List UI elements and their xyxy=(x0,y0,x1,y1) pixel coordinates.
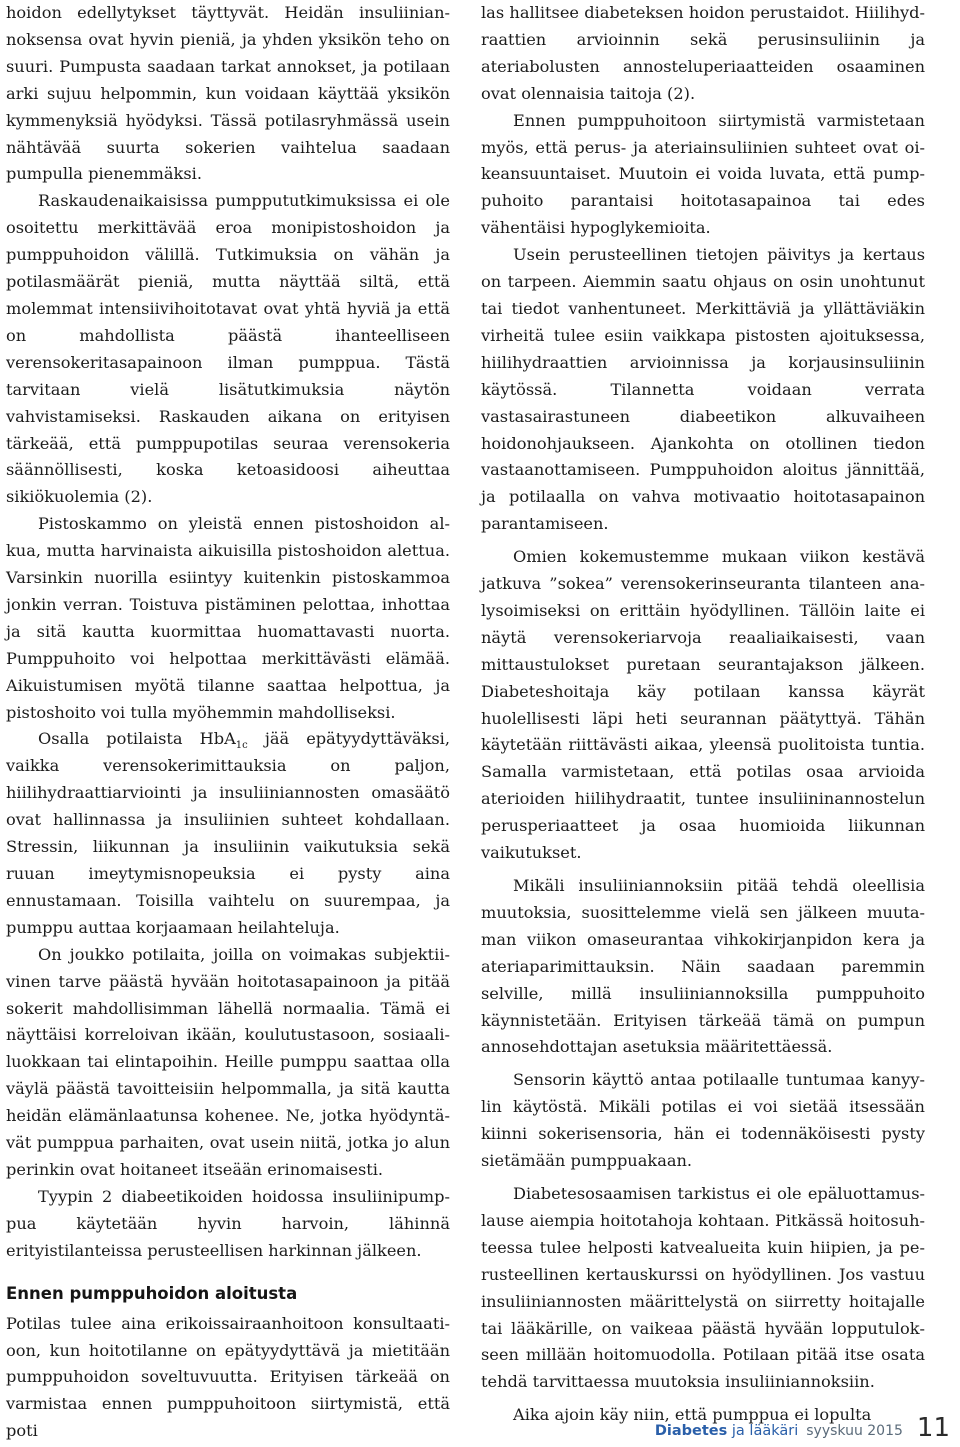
issue-date: syyskuu 2015 xyxy=(806,1423,903,1439)
paragraph-text: jää epätyydyttäväksi, vaikka verensokerimittauksia on paljon, hiilihydraattiarviointi ja insuliiniannosten omasäätö ovat hallinnassa ja insuliinien suhteet kohdallaan. Stressin, liikunnan ja insuliinin vaikutuksia sekä ruuan imeytymisnopeuksia ei pysty aina ennustamaan. Toisilla vaihtelu on suurempaa, ja pumppu auttaa korjaamaan heilahteluja. xyxy=(6,729,451,937)
journal-logo xyxy=(655,1421,798,1441)
page-number: 11 xyxy=(916,1413,950,1443)
page-footer xyxy=(655,1415,950,1441)
paragraph-hba1c xyxy=(6,726,450,941)
journal-logo-laakari: ja lääkäri xyxy=(727,1423,799,1439)
paragraph: Usein perusteellinen tietojen päivitys ja kertaus on tarpeen. Aiemmin saatu ohjaus on osin unohtunut tai tiedot vanhentuneet. Merkittäviä ja yllättäviäkin virheitä tulee esiin vaikkapa pistosten ajoituksessa, hiilihydraattien arvioinnissa ja korjausinsuliinin käytössä. Tilannetta voidaan verrata vastasairastuneen diabeetikon alkuvaiheen hoidonohjaukseen. Ajankohta on otollinen tiedon vastaanottamiseen. Pumppuhoidon aloitus jännittää, ja potilaalla on vahva motivaatio hoitotasapainon parantamiseen. xyxy=(481,245,925,534)
paragraph-text: Osalla potilaista HbA xyxy=(38,729,236,749)
section-heading: Ennen pumppuhoidon aloitusta xyxy=(6,1283,298,1303)
paragraph: Mikäli insuliiniannoksiin pitää tehdä oleellisia muutoksia, suosittelemme vielä sen jälkeen muutaman viikon omaseurantaa vihkokirjanpidon kera ja ateriaparimittauksin. Näin saadaan paremmin selville, millä insuliiniannoksilla pumppuhoito käynnistetään. Erityisen tärkeää tämä on pumpun annosehdottajan asetuksia määritettäessä. xyxy=(481,876,925,1057)
paragraph: Tyypin 2 diabeetikoiden hoidossa insuliinipumppua käytetään hyvin harvoin, lähinnä erityistilanteissa perusteellisen harkinnan jälkeen. xyxy=(6,1186,450,1260)
paragraph: Omien kokemustemme mukaan viikon kestävä jatkuva ”sokea” verensokerinseuranta tilanteen analysoimiseksi on erittäin hyödyllinen. Tällöin laite ei näytä verensokeriarvoja reaaliaikaisesti, vaan mittaustulokset puretaan seurantajakson jälkeen. Diabeteshoitaja käy potilaan kanssa käyrät huolellisesti läpi heti seurannan päätyttyä. Tähän käytetään riittävästi aikaa, yleensä puolitoista tuntia. Samalla varmistetaan, että potilas osaa arvioida aterioiden hiilihydraatit, tuntee insuliininannostelun perusperiaatteet ja osaa huomioida liikunnan vaikutukset. xyxy=(481,547,925,863)
paragraph: Raskaudenaikaisissa pumppututkimuksissa ei ole osoitettu merkittävää eroa monipistoshoidon ja pumppuhoidon välillä. Tutkimuksia on vähän ja potilasmäärät pieniä, mutta näyttää siltä, että molemmat intensiivihoitotavat ovat yhtä hyviä ja että on mahdollista päästä ihanteelliseen verensokeritasapainoon ilman pumppua. Tästä tarvitaan vielä lisätutkimuksia näytön vahvistamiseksi. Raskauden aikana on erityisen tärkeää, että pumppupotilas seuraa verensokeria säännöllisesti, koska ketoasidoosi aiheuttaa sikiökuolemia (2). xyxy=(6,191,450,507)
hba1c-subscript: 1c xyxy=(235,740,248,752)
paragraph: Ennen pumppuhoitoon siirtymistä varmistetaan myös, että perus- ja ateriainsuliinien suhteet ovat oikeansuuntaiset. Muutoin ei voida luvata, että pumppuhoito parantaisi hoitotasapainoa tai edes vähentäisi hypoglykemioita. xyxy=(481,110,925,238)
paragraph: hoidon edellytykset täyttyvät. Heidän insuliiniannoksensa ovat hyvin pieniä, ja yhden yksikön teho on suuri. Pumpusta saadaan tarkat annokset, ja potilaan arki sujuu helpommin, kun voidaan käyttää yksikön kymmenyksiä hyödyksi. Tässä potilasryhmässä usein nähtävää suurta sokerien vaihtelua saadaan pumpulla pienemmäksi. xyxy=(6,3,450,184)
paragraph: On joukko potilaita, joilla on voimakas subjektiivinen tarve päästä hyvään hoitotasapainoon ja pitää sokerit mahdollisimman lähellä normaalia. Tämä ei näyttäisi korreloivan ikään, koulutustasoon, sosiaaliluokkaan tai elintapoihin. Heille pumppu saattaa olla väylä päästä tavoitteisiin helpommalla, ja sitä kautta heidän elämänlaatunsa kohenee. Ne, jotka hyödyntävät pumppua parhaiten, ovat usein niitä, jotka jo alun perinkin ovat hoitaneet itseään erinomaisesti. xyxy=(6,944,450,1179)
paragraph: Diabetesosaamisen tarkistus ei ole epäluottamuslause aiempia hoitotahoja kohtaan. Pitkässä hoitosuhteessa tulee helposti katvealueita kuin hiipien, ja perusteellinen kertauskurssi on hyödyllinen. Jos vastuu insuliiniannosten määrittelystä on siirretty hoitajalle tai lääkärille, on vaikeaa päästä hyvään lopputulokseen millään hoitomuodolla. Potilaan pitää itse osata tehdä tarvittaessa muutoksia insuliiniannoksiin. xyxy=(481,1183,925,1392)
paragraph: Sensorin käyttö antaa potilaalle tuntumaa kanyylin käytöstä. Mikäli potilas ei voi sietää itsessään kiinni sokerisensoria, hän ei todennäköisesti pysty sietämään pumppuakaan. xyxy=(481,1070,925,1171)
left-column xyxy=(6,0,450,1445)
paragraph: las hallitsee diabeteksen hoidon perustaidot. Hiilihydraattien arvioinnin sekä perusinsuliinin ja ateriabolusten annosteluperiaatteiden osaaminen ovat olennaisia taitoja (2). xyxy=(481,3,925,103)
paragraph: Pistoskammo on yleistä ennen pistoshoidon alkua, mutta harvinaista aikuisilla pistoshoidon alettua. Varsinkin nuorilla esiintyy kuitenkin pistoskammoa jonkin verran. Toistuva pistäminen pelottaa, inhottaa ja sitä kautta kuormittaa huomattavasti nuorta. Pumppuhoito voi helpottaa merkittävästi elämää. Aikuistumisen myötä tilanne saattaa helpottua, ja pistoshoito voi tulla myöhemmin mahdolliseksi. xyxy=(6,514,450,722)
paragraph: Aika ajoin käy niin, että pumppua ei lopulta xyxy=(513,1405,872,1425)
journal-logo-diabetes: Diabetes xyxy=(654,1423,728,1439)
right-column xyxy=(481,0,925,1429)
paragraph: Potilas tulee aina erikoissairaanhoitoon konsultaatioon, kun hoitotilanne on epätyydyttävä ja mietitään pumppuhoidon soveltuvuutta. Erityisen tärkeää on varmistaa ennen pumppuhoitoon siirtymistä, että poti xyxy=(6,1313,450,1441)
